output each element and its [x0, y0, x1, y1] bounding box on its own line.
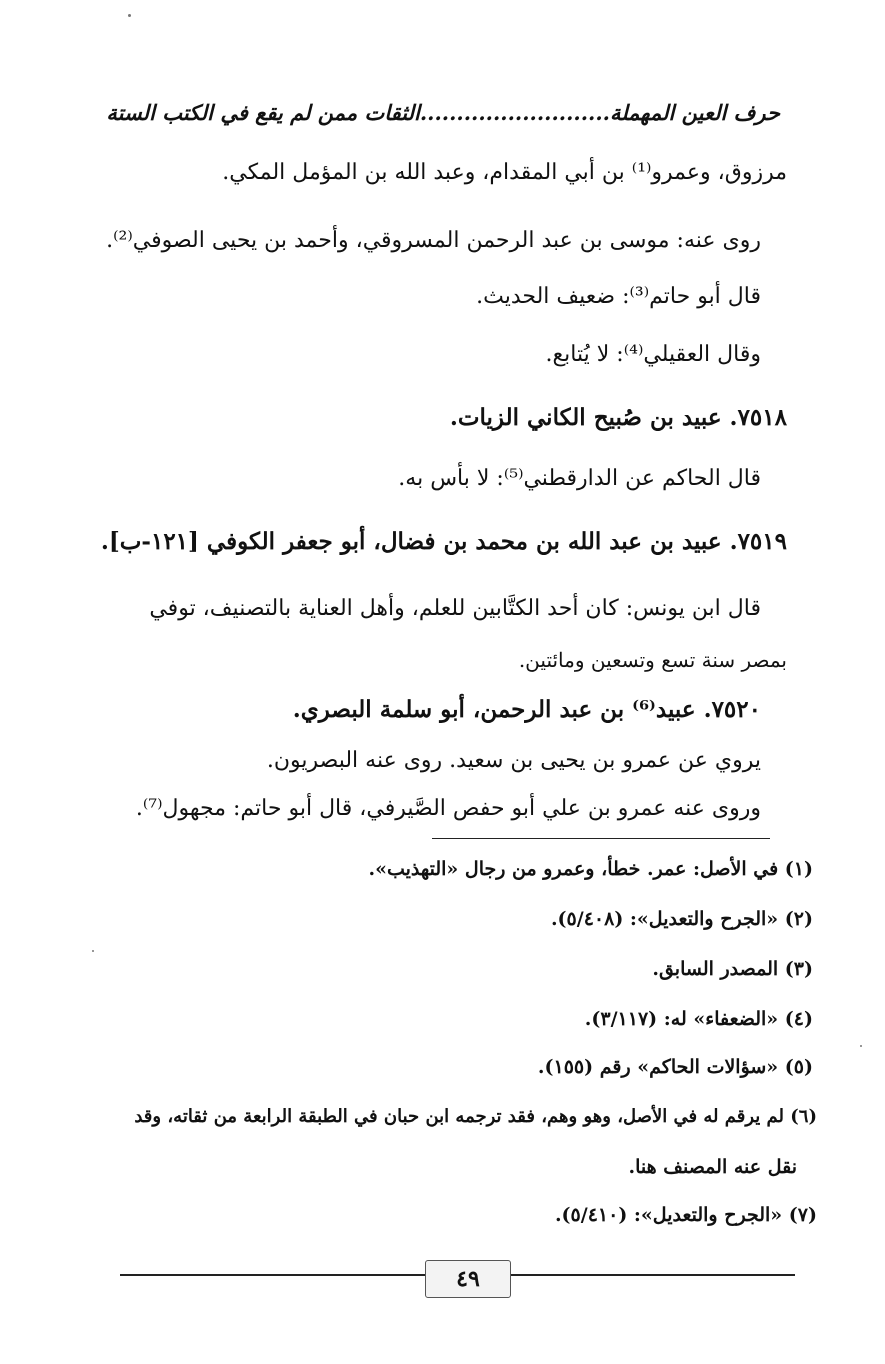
footnote-6-continued: نقل عنه المصنف هنا. [628, 1156, 797, 1178]
footnote-2: (٢) «الجرح والتعديل»: (٥/٤٠٨). [550, 908, 813, 930]
scan-speck [128, 14, 131, 17]
footnote-3: (٣) المصدر السابق. [652, 958, 813, 980]
body-line-2: روى عنه: موسى بن عبد الرحمن المسروقي، وأحمد بن يحيى الصوفي⁽²⁾. [106, 228, 761, 253]
body-line-4: وقال العقيلي⁽⁴⁾: لا يُتابع. [545, 342, 761, 367]
footer-rule-left [120, 1274, 425, 1276]
running-header: حرف العين المهملة..........................الثقات ممن لم يقع في الكتب الستة [106, 100, 780, 125]
body-line-8: قال ابن يونس: كان أحد الكتَّابين للعلم، وأهل العناية بالتصنيف، توفي [149, 596, 761, 621]
footnote-5: (٥) «سؤالات الحاكم» رقم (١٥٥). [537, 1056, 813, 1078]
footnote-separator [432, 838, 770, 839]
body-line-12: وروى عنه عمرو بن علي أبو حفص الصَّيرفي، قال أبو حاتم: مجهول⁽⁷⁾. [135, 796, 761, 821]
entry-heading-7518: ٧٥١٨. عبيد بن صُبيح الكاني الزيات. [449, 404, 787, 431]
entry-heading-7519: ٧٥١٩. عبيد بن عبد الله بن محمد بن فضال، أبو جعفر الكوفي [١٢١-ب]. [100, 528, 787, 555]
body-line-9: بمصر سنة تسع وتسعين ومائتين. [518, 648, 787, 672]
entry-heading-7520: ٧٥٢٠. عبيد⁽⁶⁾ بن عبد الرحمن، أبو سلمة البصري. [292, 696, 761, 723]
scan-speck [92, 950, 94, 952]
scan-speck [860, 1045, 862, 1047]
body-line-6: قال الحاكم عن الدارقطني⁽⁵⁾: لا بأس به. [398, 466, 761, 491]
footer-rule-right [510, 1274, 795, 1276]
footnote-7: (٧) «الجرح والتعديل»: (٥/٤١٠). [554, 1204, 817, 1226]
footnote-1: (١) في الأصل: عمر. خطأ، وعمرو من رجال «التهذيب». [368, 858, 813, 880]
footnote-6: (٦) لم يرقم له في الأصل، وهو وهم، فقد ترجمه ابن حبان في الطبقة الرابعة من ثقاته، وقد [134, 1106, 817, 1127]
body-line-1: مرزوق، وعمرو⁽¹⁾ بن أبي المقدام، وعبد الله بن المؤمل المكي. [222, 160, 787, 185]
footnote-4: (٤) «الضعفاء» له: (٣/١١٧). [584, 1008, 813, 1030]
body-line-11: يروي عن عمرو بن يحيى بن سعيد. روى عنه البصريون. [266, 748, 761, 773]
page-number: ٤٩ [425, 1260, 511, 1298]
body-line-3: قال أبو حاتم⁽³⁾: ضعيف الحديث. [476, 284, 761, 309]
